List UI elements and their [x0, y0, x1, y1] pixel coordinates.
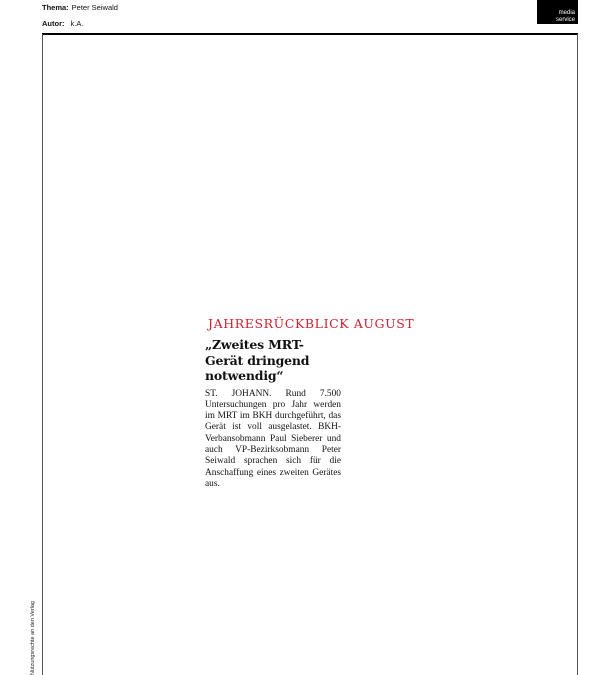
meta-thema-row [42, 3, 118, 12]
article-body: ST. JOHANN. Rund 7.500 Untersuchungen pro Jahr werden im MRT im BKH durchgeführt, das Gerät ist voll ausgelastet. BKH-Verbansobmann Paul Sieberer und auch VP-Bezirksobmann Peter Seiwald sprachen sich für die Anschaffung eines zweiten Gerätes aus. [205, 388, 341, 489]
thema-value: Peter Seiwald [71, 3, 118, 12]
meta-autor-row [42, 19, 83, 28]
page-frame-right [577, 34, 578, 675]
thema-label: Thema: [42, 3, 69, 12]
logo-line-1: media [558, 10, 575, 16]
header-divider [42, 33, 578, 35]
article-kicker: JAHRESRÜCKBLICK AUGUST [208, 316, 415, 331]
article-headline: „Zweites MRT-Gerät dringend notwendig“ [205, 337, 310, 383]
usage-rights-note: Nutzungsrechte an den Verlag [30, 601, 36, 675]
autor-value: k.A. [70, 19, 84, 28]
autor-label: Autor: [42, 19, 65, 28]
page-frame-left [42, 34, 43, 675]
media-service-logo [537, 0, 578, 24]
logo-line-2: service [555, 16, 575, 23]
article-clipping [205, 316, 415, 489]
